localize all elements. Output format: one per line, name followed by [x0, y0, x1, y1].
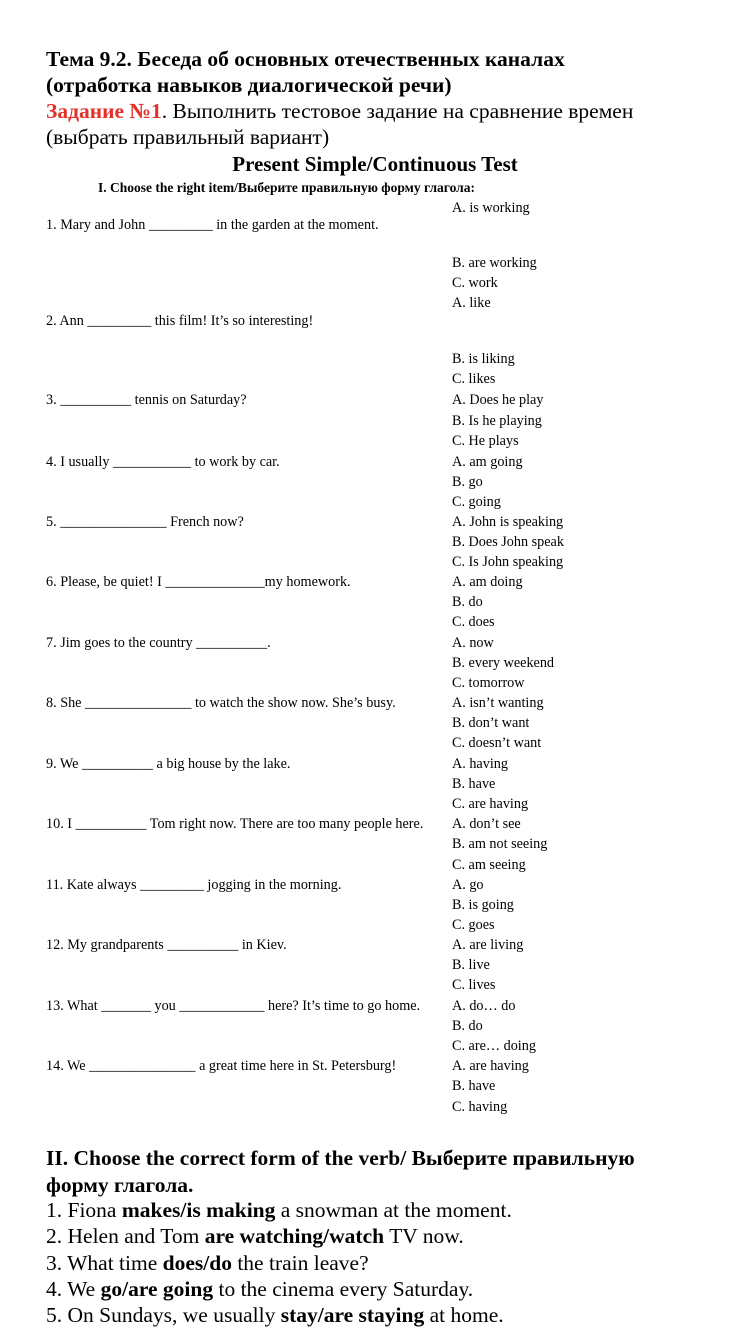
option-5c: C. Is John speaking: [452, 554, 564, 570]
option-7b: B. every weekend: [452, 655, 555, 671]
option-11a: A. go: [452, 877, 484, 893]
question-4: 4. I usually ___________ to work by car.: [46, 454, 280, 470]
option-8c: C. doesn’t want: [452, 735, 542, 751]
section2-item-1: 1. Fiona makes/is making a snowman at the moment.: [46, 1198, 512, 1222]
option-2a: A. like: [452, 295, 491, 311]
option-8a: A. isn’t wanting: [452, 695, 544, 711]
test-title: Present Simple/Continuous Test: [232, 152, 518, 176]
option-10b: B. am not seeing: [452, 836, 548, 852]
option-7a: A. now: [452, 635, 494, 651]
section2-title-line1: II. Choose the correct form of the verb/ Выберите правильную: [46, 1146, 635, 1170]
option-14b: B. have: [452, 1078, 496, 1094]
question-14: 14. We _______________ a great time here in St. Petersburg!: [46, 1058, 397, 1074]
option-11c: C. goes: [452, 917, 495, 933]
option-1a: A. is working: [452, 200, 530, 216]
option-5b: B. Does John speak: [452, 534, 564, 550]
theme-title-line2: (отработка навыков диалогической речи): [46, 73, 452, 97]
option-6c: C. does: [452, 614, 495, 630]
option-12c: C. lives: [452, 977, 496, 993]
option-14a: A. are having: [452, 1058, 529, 1074]
question-9: 9. We __________ a big house by the lake.: [46, 756, 291, 772]
option-9b: B. have: [452, 776, 496, 792]
section2-item-3: 3. What time does/do the train leave?: [46, 1251, 369, 1275]
question-6: 6. Please, be quiet! I ______________my homework.: [46, 574, 351, 590]
option-13c: C. are… doing: [452, 1038, 536, 1054]
option-4b: B. go: [452, 474, 483, 490]
section1-title: I. Choose the right item/Выберите правильную форму глагола:: [98, 180, 475, 195]
question-8: 8. She _______________ to watch the show now. She’s busy.: [46, 695, 396, 711]
option-6b: B. do: [452, 594, 483, 610]
option-4c: C. going: [452, 494, 501, 510]
question-12: 12. My grandparents __________ in Kiev.: [46, 937, 287, 953]
task-line1: [46, 98, 736, 124]
question-11: 11. Kate always _________ jogging in the morning.: [46, 877, 342, 893]
option-4a: A. am going: [452, 454, 523, 470]
task-line2: (выбрать правильный вариант): [46, 125, 330, 149]
option-10c: C. am seeing: [452, 857, 526, 873]
option-2b: B. is liking: [452, 351, 515, 367]
task-text: . Выполнить тестовое задание на сравнение времен: [161, 99, 634, 123]
section2-title: [46, 1145, 736, 1199]
question-2: 2. Ann _________ this film! It’s so interesting!: [46, 313, 314, 329]
section2-title-line2: форму глагола.: [46, 1173, 194, 1197]
option-10a: A. don’t see: [452, 816, 521, 832]
worksheet-heading: [46, 46, 736, 150]
option-5a: A. John is speaking: [452, 514, 564, 530]
option-12a: A. are living: [452, 937, 524, 953]
question-1: 1. Mary and John _________ in the garden at the moment.: [46, 217, 379, 233]
option-2c: C. likes: [452, 371, 496, 387]
option-1b: B. are working: [452, 255, 537, 271]
section2-item-2: 2. Helen and Tom are watching/watch TV now.: [46, 1224, 464, 1248]
section2-item-5: 5. On Sundays, we usually stay/are staying at home.: [46, 1303, 504, 1327]
question-10: 10. I __________ Tom right now. There are too many people here.: [46, 816, 424, 832]
option-6a: A. am doing: [452, 574, 523, 590]
theme-title-line1: Тема 9.2. Беседа об основных отечественных каналах: [46, 47, 565, 71]
option-3b: B. Is he playing: [452, 413, 542, 429]
section2-item-4: 4. We go/are going to the cinema every Saturday.: [46, 1277, 474, 1301]
question-13: 13. What _______ you ____________ here? It’s time to go home.: [46, 998, 421, 1014]
option-12b: B. live: [452, 957, 490, 973]
option-13b: B. do: [452, 1018, 483, 1034]
option-14c: C. having: [452, 1099, 508, 1115]
option-11b: B. is going: [452, 897, 514, 913]
question-5: 5. _______________ French now?: [46, 514, 244, 530]
option-9c: C. are having: [452, 796, 529, 812]
task-label: Задание №1: [46, 99, 162, 123]
question-3: 3. __________ tennis on Saturday?: [46, 392, 247, 408]
question-7: 7. Jim goes to the country __________.: [46, 635, 271, 651]
option-13a: A. do… do: [452, 998, 516, 1014]
option-1c: C. work: [452, 275, 498, 291]
option-8b: B. don’t want: [452, 715, 530, 731]
option-3c: C. He plays: [452, 433, 519, 449]
option-7c: C. tomorrow: [452, 675, 525, 691]
option-3a: A. Does he play: [452, 392, 544, 408]
option-9a: A. having: [452, 756, 508, 772]
